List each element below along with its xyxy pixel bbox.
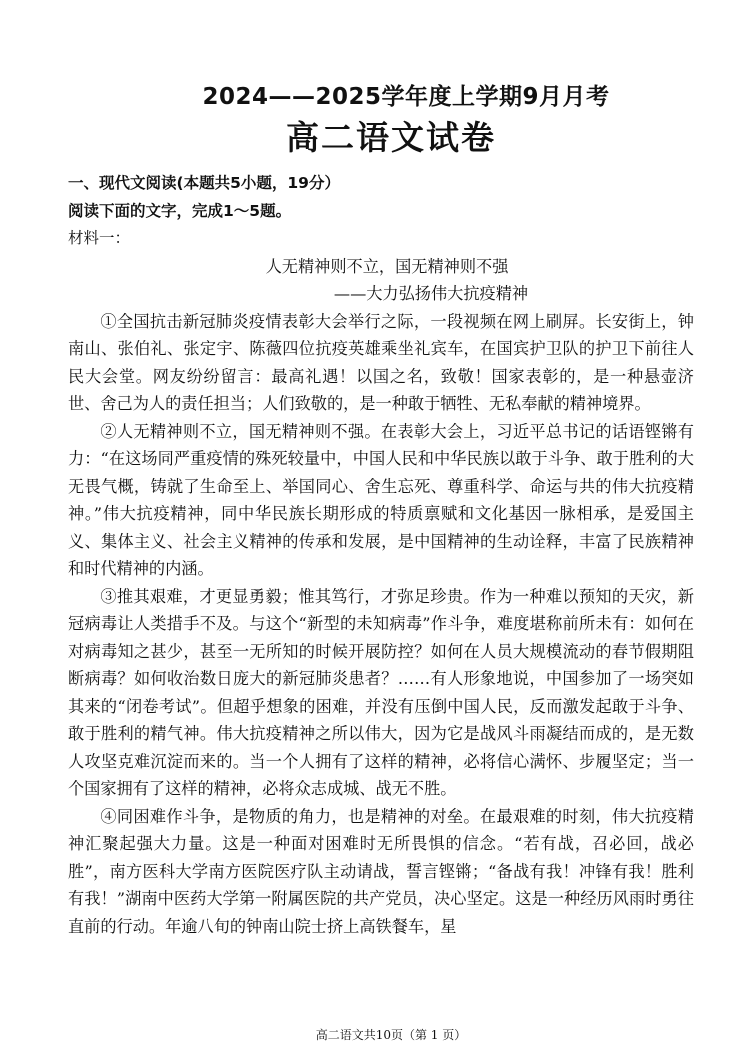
article-paragraph-2: ②人无精神则不立，国无精神则不强。在表彰大会上，习近平总书记的话语铿锵有力：“在这场同严重疫情的殊死较量中，中国人民和中华民族以敢于斗争、敢于胜利的大无畏气概，铸就了生命至上、举国同心、舍生忘死、尊重科学、命运与共的伟大抗疫精神。”伟大抗疫精神，同中华民族长期形成的特质禀赋和文化基因一脉相承，是爱国主义、集体主义、社会主义精神的传承和发展，是中国精神的生动诠释，丰富了民族精神和时代精神的内涵。 <box>68 421 694 578</box>
material-label: 材料一： <box>68 229 131 247</box>
exam-title: 2024——2025学年度上学期9月月考 <box>202 84 610 110</box>
section-heading: 一、现代文阅读(本题共5小题，19分） <box>68 174 340 192</box>
article-title: 人无精神则不立，国无精神则不强 <box>265 256 509 276</box>
article-paragraph-1: ①全国抗击新冠肺炎疫情表彰大会举行之际，一段视频在网上刷屏。长安街上，钟南山、张伯礼、张定宇、陈薇四位抗疫英雄乘坐礼宾车，在国宾护卫队的护卫下前往人民大会堂。网友纷纷留言：最高礼遇！以国之名，致敬！国家表彰的，是一种悬壶济世、舍己为人的责任担当；人们致敬的，是一种敢于牺牲、无私奉献的精神境界。 <box>68 311 694 413</box>
paper-title: 高二语文试卷 <box>286 118 496 157</box>
page-content <box>68 170 694 940</box>
page-footer: 高二语文共10页（第 1 页） <box>315 1028 467 1042</box>
article-paragraph-3: ③推其艰难，才更显勇毅；惟其笃行，才弥足珍贵。作为一种难以预知的天灾，新冠病毒让人类措手不及。与这个“新型的未知病毒”作斗争，难度堪称前所未有：如何在对病毒知之甚少，甚至一无所知的时候开展防控？如何在人员大规模流动的春节假期阻断病毒？如何收治数日庞大的新冠肺炎患者？……有人形象地说，中国参加了一场突如其来的“闭卷考试”。但超乎想象的困难，并没有压倒中国人民，反而激发起敢于斗争、敢于胜利的精气神。伟大抗疫精神之所以伟大，因为它是战风斗雨凝结而成的，是无数人攻坚克难沉淀而来的。当一个人拥有了这样的精神，必将信心满怀、步履坚定；当一个国家拥有了这样的精神，必将众志成城、战无不胜。 <box>68 586 694 798</box>
article-subtitle: ——大力弘扬伟大抗疫精神 <box>333 284 529 303</box>
article-paragraph-4: ④同困难作斗争，是物质的角力，也是精神的对垒。在最艰难的时刻，伟大抗疫精神汇聚起强大力量。这是一种面对困难时无所畏惧的信念。“若有战，召必回，战必胜”，南方医科大学南方医院医疗队主动请战，誓言铿锵；“备战有我！冲锋有我！胜利有我！”湖南中医药大学第一附属医院的共产党员，决心坚定。这是一种经历风雨时勇往直前的行动。年逾八旬的钟南山院士挤上高铁餐车，星 <box>68 806 694 936</box>
reading-instruction: 阅读下面的文字，完成1～5题。 <box>68 201 292 220</box>
